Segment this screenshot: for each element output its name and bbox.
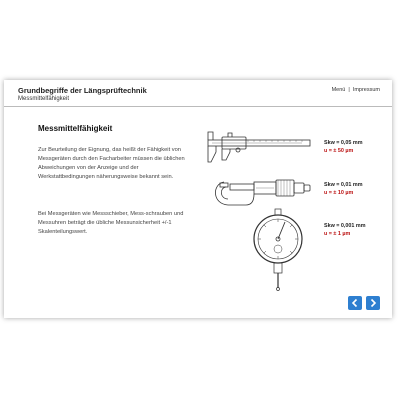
arrow-left-icon xyxy=(348,296,362,310)
impressum-link[interactable]: Impressum xyxy=(352,87,380,93)
menu-link[interactable]: Menü xyxy=(331,87,346,93)
skw-value: Skw = 0,05 mm xyxy=(324,140,363,146)
tolerance-value: u = ± 10 µm xyxy=(324,190,354,196)
paragraph-messunsicherheit: Bei Messgeräten wie Messschieber, Mess-schrauben und Messuhren beträgt die übliche Messunsicherheit +/-1 Skalenteilungswert. xyxy=(38,211,184,235)
prev-button[interactable] xyxy=(348,296,362,310)
spec-caliper xyxy=(324,139,363,155)
skw-value: Skw = 0,001 mm xyxy=(324,223,366,229)
header xyxy=(4,80,392,107)
content-frame xyxy=(4,80,392,318)
spec-dial-indicator xyxy=(324,222,366,238)
micrometer-icon xyxy=(210,174,314,210)
paragraph-eignung: Zur Beurteilung der Eignung, das heißt der Fähigkeit von Messgeräten durch den Facharbeiter müssen die üblichen Abweichungen von der Anzeige und der Werkstattbedingungen näherungsweise bekannt sein. xyxy=(38,147,185,180)
tolerance-value: u = ± 1 µm xyxy=(324,231,351,237)
arrow-right-icon xyxy=(366,296,380,310)
next-button[interactable] xyxy=(366,296,380,310)
tolerance-value: u = ± 50 µm xyxy=(324,148,354,154)
dial-indicator-icon xyxy=(250,206,306,292)
menu-separator: | xyxy=(348,87,350,93)
skw-value: Skw = 0,01 mm xyxy=(324,182,363,188)
caliper-icon xyxy=(202,130,314,164)
section-heading: Messmittelfähigkeit xyxy=(38,124,113,133)
page-subtitle: Messmittelfähigkeit xyxy=(18,96,70,102)
spec-micrometer xyxy=(324,181,363,197)
page-title: Grundbegriffe der Längsprüftechnik xyxy=(18,86,147,95)
top-menu xyxy=(332,87,380,93)
